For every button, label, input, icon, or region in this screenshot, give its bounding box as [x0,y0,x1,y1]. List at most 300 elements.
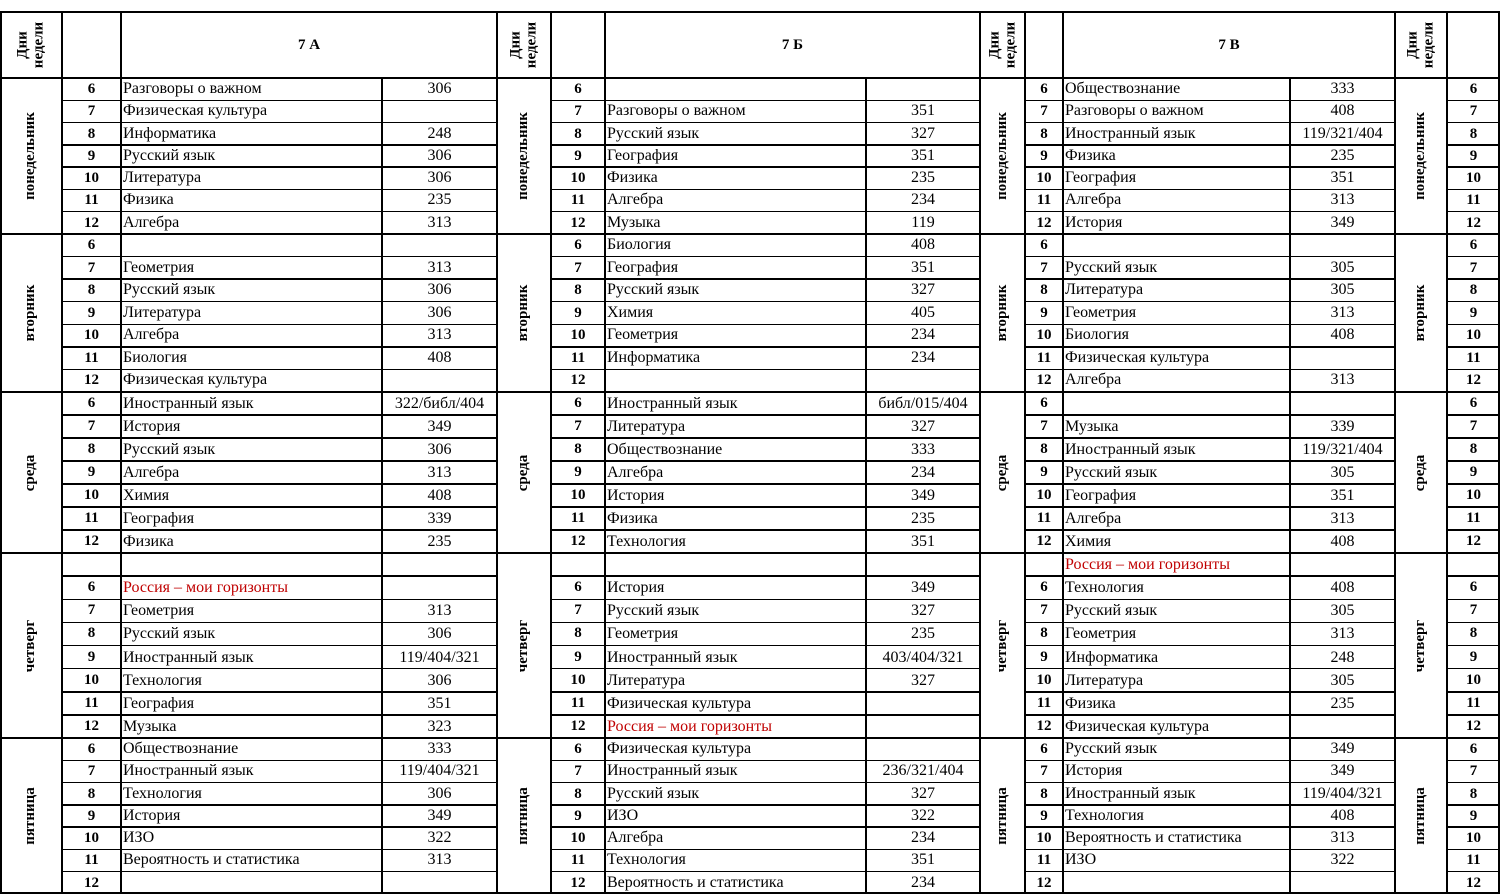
grid-line-horizontal [62,826,497,828]
header-days-label: Дни недели [14,21,46,69]
room-number: 306 [427,146,452,164]
subject-name: Разговоры о важном [1065,102,1204,120]
room-number: 119/404/321 [399,762,480,780]
room-number: 306 [427,784,452,802]
grid-line-horizontal [551,645,980,647]
lesson-number: 7 [1040,103,1048,120]
grid-line-horizontal [551,100,980,102]
subject-name: Русский язык [1065,602,1158,620]
lesson-number: 8 [1040,441,1048,457]
room-number: 313 [1330,829,1355,847]
lesson-number: 10 [1036,671,1052,688]
room-number: 349 [427,418,452,435]
grid-line-vertical [1394,12,1396,894]
lesson-number [551,553,605,576]
grid-line-horizontal [1025,826,1395,828]
lesson-number: 11 [570,192,586,209]
grid-line-horizontal [1025,301,1395,303]
room-number: 408 [1330,102,1355,120]
grid-line-horizontal [1025,369,1395,371]
lesson-number: 11 [1036,192,1052,209]
lesson-number: 7 [574,418,582,434]
lesson-number: 8 [1040,625,1048,642]
lesson-number: 12 [570,533,586,549]
grid-line-horizontal [1447,189,1500,191]
lesson-number: 10 [1466,487,1481,503]
grid-line-horizontal [62,804,497,806]
lesson-number [1447,553,1500,576]
subject-name: Разговоры о важном [123,80,262,97]
day-label-cell [1395,392,1447,553]
subject-name: География [607,146,679,164]
lesson-number: 9 [1040,304,1048,321]
grid-line-horizontal [62,414,497,416]
lesson-number: 6 [574,81,582,97]
grid-line-vertical [381,78,383,894]
room-number [866,692,980,715]
subject-name: Геометрия [607,326,679,344]
grid-line-horizontal [62,166,497,168]
grid-line-vertical [865,78,867,894]
room-number [382,553,497,576]
class-title: 7 В [1218,37,1240,53]
room-number: 349 [1330,740,1355,757]
subject-name: Обществознание [123,740,239,757]
day-label-cell [497,234,551,392]
room-number: 235 [1330,694,1355,712]
lesson-number: 12 [570,372,586,389]
lesson-number: 9 [1040,464,1048,480]
lesson-number: 7 [1469,602,1478,619]
lesson-number: 8 [1469,625,1478,642]
lesson-number: 12 [570,874,586,891]
room-number: 306 [427,281,452,299]
subject-name: География [607,258,679,276]
lesson-number: 7 [1040,418,1048,434]
room-number: 322 [1330,851,1355,869]
day-label-cell [0,738,62,894]
room-number: 248 [1330,648,1355,666]
subject-name [1063,872,1290,894]
room-number: 333 [427,740,452,757]
room-number: 408 [427,487,452,504]
grid-line-horizontal [62,645,497,647]
lesson-number: 11 [1466,694,1481,711]
grid-line-horizontal [62,324,497,326]
room-number: 408 [1330,533,1355,550]
subject-name: Технология [607,851,686,869]
lesson-number [1025,553,1063,576]
lesson-number: 9 [1469,807,1478,824]
grid-line-horizontal [62,256,497,258]
room-number: 351 [911,533,935,550]
lesson-number: 10 [84,671,99,688]
lesson-number: 8 [1040,785,1048,802]
grid-line-horizontal [551,575,980,577]
lesson-number: 8 [1469,785,1478,802]
room-number [1290,347,1395,370]
subject-name: История [607,579,665,597]
grid-line-horizontal [1025,483,1395,485]
lesson-number: 6 [87,579,96,596]
grid-line-horizontal [551,211,980,213]
header-days-label-cell [497,12,551,78]
lesson-number: 12 [1466,372,1481,389]
lesson-number: 9 [87,807,96,824]
subject-name: Физическая культура [607,694,752,712]
room-number: 236/321/404 [882,762,964,780]
lesson-number: 9 [87,304,96,321]
lesson-number: 9 [1040,648,1048,665]
header-days-label-cell [1395,12,1447,78]
room-number: 313 [1330,303,1355,321]
day-label: пятница [515,787,532,845]
room-number: 339 [1330,418,1355,435]
grid-line-horizontal [1025,714,1395,716]
subject-name: История [123,806,181,824]
subject-name: Музыка [607,213,661,231]
subject-name: ИЗО [1065,851,1097,869]
room-number [866,78,980,100]
subject-name: Музыка [1065,418,1119,435]
grid-line-horizontal [551,691,980,693]
subject-name: Иностранный язык [123,762,254,780]
room-number: 327 [911,784,935,802]
lesson-number: 8 [1469,282,1478,299]
grid-line-horizontal [551,460,980,462]
subject-name [121,872,382,894]
subject-name: Иностранный язык [1065,441,1196,458]
grid-line-horizontal [0,391,1500,394]
grid-line-horizontal [62,144,497,146]
lesson-number: 12 [1036,372,1052,389]
subject-name: Литература [1065,671,1144,689]
room-number: библ/015/404 [878,395,968,412]
lesson-number: 8 [1469,125,1478,142]
lesson-number: 6 [1040,81,1048,97]
room-number: 351 [427,694,452,712]
room-number [382,234,497,257]
lesson-number: 10 [570,327,586,344]
lesson-number: 7 [1469,103,1478,120]
lesson-number: 7 [87,763,96,780]
grid-line-horizontal [1447,714,1500,716]
header-days-label: Дни недели [985,21,1018,69]
room-number: 119/321/404 [1302,441,1383,458]
room-number: 234 [911,829,935,847]
grid-line-horizontal [62,599,497,601]
grid-line-horizontal [62,714,497,716]
room-number: 234 [911,191,935,209]
grid-line-horizontal [1447,599,1500,601]
room-number [866,553,980,576]
room-number: 403/404/321 [882,648,964,666]
lesson-number: 11 [1036,694,1052,711]
subject-name: Русский язык [123,441,216,458]
grid-line-horizontal [551,782,980,784]
grid-line-horizontal [551,324,980,326]
subject-name: Россия – мои горизонты [123,579,288,597]
grid-line-horizontal [1447,782,1500,784]
grid-line-horizontal [551,122,980,124]
lesson-number: 11 [1466,852,1481,869]
room-number: 305 [1330,281,1355,299]
lesson-number: 10 [84,170,99,187]
lesson-number: 9 [1469,304,1478,321]
grid-line-horizontal [551,599,980,601]
grid-line-horizontal [0,552,1500,555]
room-number: 351 [911,146,935,164]
day-label-cell [0,78,62,234]
room-number [382,100,497,122]
grid-line-horizontal [1447,760,1500,762]
grid-line-horizontal [1025,211,1395,213]
room-number: 351 [1330,169,1355,187]
grid-line-horizontal [62,211,497,213]
subject-name: Иностранный язык [1065,124,1196,142]
grid-line-horizontal [551,622,980,624]
lesson-number: 6 [1469,81,1478,97]
day-label: понедельник [22,112,39,200]
lesson-number: 9 [1469,464,1478,480]
subject-name: Физика [123,533,174,550]
lesson-number: 10 [570,487,586,503]
grid-line-horizontal [1025,278,1395,280]
grid-line-vertical [61,12,63,894]
lesson-number: 9 [574,147,582,164]
room-number: 119/404/321 [399,648,480,666]
subject-name: Русский язык [607,784,700,802]
subject-name: Русский язык [1065,740,1158,757]
day-label: пятница [1412,787,1429,845]
day-label-cell [1395,738,1447,894]
lesson-number: 12 [1466,874,1481,891]
grid-line-horizontal [1025,804,1395,806]
grid-line-horizontal [1025,849,1395,851]
room-number: 408 [1330,806,1355,824]
room-number: 322 [911,806,935,824]
grid-line-horizontal [62,437,497,439]
room-number: 234 [911,348,935,366]
grid-line-horizontal [62,189,497,191]
grid-line-horizontal [1447,483,1500,485]
day-label-cell [1395,234,1447,392]
room-number: 235 [1330,146,1355,164]
room-number: 305 [1330,602,1355,620]
lesson-number: 7 [1469,763,1478,780]
grid-line-horizontal [1025,760,1395,762]
day-label-cell [980,738,1025,894]
day-label: среда [22,454,39,491]
room-number: 327 [911,602,935,620]
grid-line-horizontal [1447,691,1500,693]
grid-line-horizontal [551,826,980,828]
grid-line-horizontal [62,369,497,371]
subject-name: Русский язык [607,281,700,299]
subject-name: История [1065,213,1123,231]
room-number: 305 [1330,671,1355,689]
grid-line-horizontal [551,166,980,168]
grid-line-horizontal [62,575,497,577]
room-number [866,369,980,392]
subject-name: Алгебра [607,464,664,481]
subject-name: Алгебра [123,464,180,481]
lesson-number: 8 [574,785,582,802]
room-number: 349 [911,579,935,597]
subject-name: Алгебра [1065,191,1122,209]
day-label: четверг [22,619,39,672]
subject-name: Русский язык [1065,464,1158,481]
lesson-number: 8 [574,625,582,642]
subject-name: Музыка [123,717,177,735]
room-number [866,738,980,760]
subject-name: Алгебра [607,829,664,847]
subject-name: Физическая культура [1065,717,1210,735]
grid-line-horizontal [0,737,1500,740]
lesson-number: 11 [570,852,586,869]
grid-line-horizontal [1447,166,1500,168]
room-number: 119 [911,213,935,231]
subject-name: Физика [1065,694,1116,712]
room-number: 235 [911,169,935,187]
lesson-number: 8 [87,785,96,802]
subject-name: Литература [607,418,686,435]
room-number: 313 [1330,371,1355,389]
grid-line-horizontal [62,529,497,531]
lesson-number: 11 [84,852,99,869]
lesson-number: 10 [1036,327,1052,344]
grid-line-horizontal [1025,414,1395,416]
subject-name: Геометрия [607,625,679,643]
room-number [382,369,497,392]
grid-line-vertical [0,12,1,894]
day-label-cell [497,553,551,738]
room-number: 351 [911,102,935,120]
grid-line-horizontal [551,760,980,762]
lesson-number: 10 [1466,327,1481,344]
subject-name: Литература [123,303,202,321]
grid-line-horizontal [1447,100,1500,102]
subject-name: Химия [1065,533,1112,550]
grid-line-horizontal [1447,871,1500,873]
lesson-number: 8 [574,441,582,457]
room-number: 327 [911,124,935,142]
subject-name: Алгебра [1065,371,1122,389]
room-number [1290,715,1395,738]
grid-line-horizontal [1025,346,1395,348]
header-days-label: Дни недели [507,21,539,69]
grid-line-horizontal [62,460,497,462]
subject-name: Геометрия [123,602,195,620]
subject-name: Технология [607,533,686,550]
day-label: понедельник [1412,112,1429,200]
lesson-number: 11 [1466,510,1481,526]
day-label: понедельник [515,112,532,200]
subject-name: Иностранный язык [123,648,254,666]
subject-name: География [1065,169,1137,187]
subject-name: Русский язык [607,124,700,142]
grid-line-horizontal [0,77,1500,80]
subject-name: Технология [1065,579,1144,597]
grid-line-horizontal [62,122,497,124]
room-number: 323 [427,717,452,735]
grid-line-vertical [550,12,552,894]
grid-line-horizontal [551,369,980,371]
grid-line-horizontal [1447,256,1500,258]
room-number: 235 [911,510,935,527]
grid-line-horizontal [62,668,497,670]
lesson-number: 9 [87,147,96,164]
lesson-number: 8 [1040,282,1048,299]
lesson-number: 10 [570,671,586,688]
lesson-number: 11 [84,192,99,209]
day-label: среда [515,454,532,491]
lesson-number: 9 [574,648,582,665]
lesson-number: 7 [1469,259,1478,276]
subject-name: ИЗО [607,806,639,824]
lesson-number: 6 [1040,395,1048,411]
subject-name: Русский язык [607,602,700,620]
lesson-number: 7 [87,103,96,120]
grid-line-horizontal [1025,506,1395,508]
day-label-cell [497,78,551,234]
room-number: 234 [911,326,935,344]
lesson-number: 8 [1040,125,1048,142]
grid-line-horizontal [551,506,980,508]
grid-line-horizontal [551,804,980,806]
grid-line-horizontal [1025,645,1395,647]
day-label-cell [980,553,1025,738]
lesson-number: 11 [1036,510,1052,526]
grid-line-horizontal [1025,575,1395,577]
room-number: 306 [427,303,452,321]
lesson-number: 9 [1469,147,1478,164]
lesson-number: 10 [1466,671,1481,688]
grid-line-horizontal [1025,871,1395,873]
day-label: вторник [22,284,39,342]
grid-line-horizontal [62,622,497,624]
day-label: вторник [1412,284,1429,342]
lesson-number: 7 [87,602,96,619]
room-number: 349 [427,806,452,824]
grid-line-horizontal [551,714,980,716]
grid-line-horizontal [551,849,980,851]
grid-line-horizontal [1025,122,1395,124]
lesson-number: 12 [1036,533,1052,549]
grid-line-horizontal [1025,324,1395,326]
subject-name [1063,392,1290,415]
lesson-number: 8 [87,125,96,142]
room-number: 305 [1330,464,1355,481]
lesson-number: 10 [84,487,99,503]
lesson-number: 9 [1040,147,1048,164]
subject-name: Русский язык [123,146,216,164]
day-label-cell [497,392,551,553]
day-label: понедельник [993,112,1010,200]
room-number: 327 [911,418,935,435]
subject-name: Алгебра [607,191,664,209]
day-label: среда [1412,454,1429,491]
lesson-number: 7 [574,763,582,780]
lesson-number: 6 [1040,741,1048,757]
subject-name [1063,234,1290,257]
subject-name [605,78,866,100]
lesson-number: 6 [574,579,582,596]
lesson-number: 12 [84,533,99,549]
grid-line-horizontal [1447,529,1500,531]
lesson-number: 11 [570,694,586,711]
grid-line-vertical [979,12,981,894]
